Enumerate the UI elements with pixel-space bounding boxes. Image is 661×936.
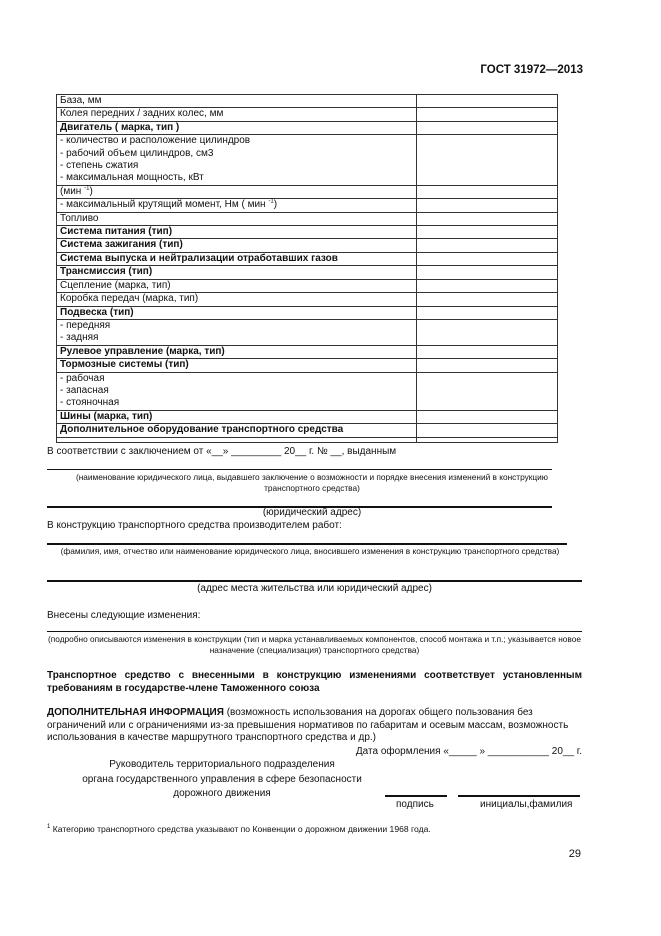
footnote-text: Категорию транспортного средства указывают по Конвенции о дорожном движении 1968 года. <box>50 824 431 834</box>
table-row <box>57 424 558 437</box>
value-cell <box>417 372 558 410</box>
parameter-cell <box>57 372 417 410</box>
table-row <box>57 199 558 212</box>
value-cell <box>417 306 558 319</box>
parameter-text: Дополнительное оборудование транспортного средства <box>60 424 344 436</box>
parameter-cell <box>57 226 417 239</box>
changes-underline <box>47 631 582 632</box>
person-hint: (фамилия, имя, отчество или наименование юридического лица, вносившего изменения в конструкцию транспортного средства) <box>60 546 560 556</box>
parameter-text-end: ) <box>89 185 93 197</box>
head-line-2: органа государственного управления в сфере безопасности <box>82 773 362 785</box>
parameter-cell <box>57 306 417 319</box>
value-cell <box>417 359 558 372</box>
legal-address-hint: (юридический адрес) <box>262 507 362 518</box>
parameter-text: (мин <box>60 185 82 197</box>
value-cell <box>417 424 558 437</box>
parameter-cell <box>57 345 417 358</box>
parameter-text: - стояночная <box>60 397 120 409</box>
parameter-text: - задняя <box>60 332 99 344</box>
parameter-text: Тормозные системы (тип) <box>60 359 189 371</box>
table-row <box>57 359 558 372</box>
parameter-cell <box>57 199 417 212</box>
initials-label: инициалы,фамилия <box>480 799 573 810</box>
parameter-cell <box>57 252 417 265</box>
parameter-text: - рабочая <box>60 372 105 384</box>
table-row <box>57 95 558 108</box>
parameter-cell <box>57 410 417 423</box>
parameter-text-end: ) <box>273 199 278 211</box>
head-line-1: Руководитель территориального подразделения <box>109 759 335 770</box>
parameter-text: Рулевое управление (марка, тип) <box>60 345 225 357</box>
parameter-text: Система зажигания (тип) <box>60 239 183 251</box>
spacer-cell <box>57 437 417 442</box>
table-row <box>57 345 558 358</box>
parameter-cell <box>57 319 417 345</box>
parameter-text: Колея передних / задних колес, мм <box>60 108 224 120</box>
signature-underline <box>385 795 447 797</box>
parameter-text: Коробка передач (марка, тип) <box>60 293 199 305</box>
table-spacer-row <box>57 437 558 442</box>
parameter-cell <box>57 279 417 292</box>
value-cell <box>417 199 558 212</box>
parameter-text: Шины (марка, тип) <box>60 410 153 422</box>
conformity-statement: Транспортное средство с внесенными в конструкцию изменениями соответствует установленным требованиям в государстве-члене Таможенного союза <box>47 670 582 694</box>
table-row <box>57 279 558 292</box>
table-row <box>57 266 558 279</box>
parameter-text: Подвеска (тип) <box>60 306 134 318</box>
value-cell <box>417 226 558 239</box>
table-row <box>57 108 558 121</box>
head-line-3: дорожного движения <box>173 788 271 799</box>
value-cell <box>417 185 558 198</box>
table-row <box>57 212 558 225</box>
additional-info-text: (возможность использования на дорогах общего пользования без ограничений или с ограничениями из-за превышения нормативов по габаритам и осевым массам, возможность использования в качестве маршрутного транспортного средства и др.) <box>47 707 569 743</box>
value-cell <box>417 252 558 265</box>
parameter-cell <box>57 135 417 186</box>
parameter-text: - рабочий объем цилиндров, см3 <box>60 147 214 159</box>
superscript-minus-one: -1 <box>84 185 90 192</box>
standard-header: ГОСТ 31972—2013 <box>480 64 583 76</box>
spacer-cell <box>417 437 558 442</box>
parameter-text: Трансмиссия (тип) <box>60 266 153 278</box>
parameter-cell <box>57 108 417 121</box>
parameter-cell <box>57 212 417 225</box>
table-row <box>57 319 558 345</box>
parameter-cell <box>57 359 417 372</box>
value-cell <box>417 108 558 121</box>
table-row <box>57 185 558 198</box>
table-row <box>57 372 558 410</box>
table-row <box>57 226 558 239</box>
parameter-text: - количество и расположение цилиндров <box>60 135 251 147</box>
address-underline <box>47 580 582 582</box>
value-cell <box>417 319 558 345</box>
conclusion-underline <box>47 469 552 470</box>
parameter-cell <box>57 185 417 198</box>
parameter-cell <box>57 239 417 252</box>
superscript-minus-one: -1 <box>268 198 274 205</box>
value-cell <box>417 95 558 108</box>
table-row <box>57 306 558 319</box>
value-cell <box>417 212 558 225</box>
value-cell <box>417 239 558 252</box>
parameter-text: Сцепление (марка, тип) <box>60 279 171 291</box>
conclusion-hint: (наименование юридического лица, выдавшего заключение о возможности и порядке внесения изменений в конструкцию транспортного средства) <box>75 472 549 493</box>
parameter-cell <box>57 293 417 306</box>
value-cell <box>417 266 558 279</box>
vehicle-spec-table <box>56 94 558 443</box>
works-by-line: В конструкцию транспортного средства производителем работ: <box>47 520 342 531</box>
table-row <box>57 239 558 252</box>
value-cell <box>417 293 558 306</box>
parameter-cell <box>57 266 417 279</box>
signature-label: подпись <box>396 799 434 810</box>
parameter-cell <box>57 95 417 108</box>
parameter-text: - максимальная мощность, кВт <box>60 172 204 184</box>
table-row <box>57 252 558 265</box>
parameter-text: Топливо <box>60 212 99 224</box>
table-row <box>57 293 558 306</box>
parameter-text: Система питания (тип) <box>60 226 173 238</box>
parameter-text: Система выпуска и нейтрализации отработавших газов <box>60 252 338 264</box>
parameter-text: - запасная <box>60 384 109 396</box>
initials-underline <box>458 795 580 797</box>
parameter-text: База, мм <box>60 95 102 106</box>
parameter-text: - передняя <box>60 319 111 331</box>
page-number: 29 <box>568 848 581 860</box>
parameter-text: Двигатель ( марка, тип ) <box>60 121 180 133</box>
additional-info-title: ДОПОЛНИТЕЛЬНАЯ ИНФОРМАЦИЯ <box>47 707 224 718</box>
table-row <box>57 135 558 186</box>
parameter-cell <box>57 424 417 437</box>
changes-made-label: Внесены следующие изменения: <box>47 610 201 621</box>
table-row <box>57 410 558 423</box>
parameter-cell <box>57 121 417 134</box>
table-row <box>57 121 558 134</box>
date-line: Дата оформления «_____ » ___________ 20__ г. <box>355 746 582 757</box>
changes-hint: (подробно описываются изменения в конструкции (тип и марка устанавливаемых компонентов, способ монтажа и т.п.; указывается новое назначение (специализация) транспортного средства) <box>48 634 581 655</box>
value-cell <box>417 345 558 358</box>
conclusion-line: В соответствии с заключением от «__» _________ 20__ г. № __, выданным <box>47 446 397 457</box>
head-title <box>47 759 397 801</box>
value-cell <box>417 410 558 423</box>
address-hint: (адрес места жительства или юридический адрес) <box>197 583 432 594</box>
footnote-mark: 1 <box>47 824 51 831</box>
value-cell <box>417 121 558 134</box>
footnote <box>47 824 431 834</box>
parameter-text: - максимальный крутящий момент, Нм ( мин <box>60 199 266 211</box>
additional-info <box>47 707 582 745</box>
value-cell <box>417 135 558 186</box>
value-cell <box>417 279 558 292</box>
person-underline <box>47 543 567 545</box>
parameter-text: - степень сжатия <box>60 160 139 172</box>
